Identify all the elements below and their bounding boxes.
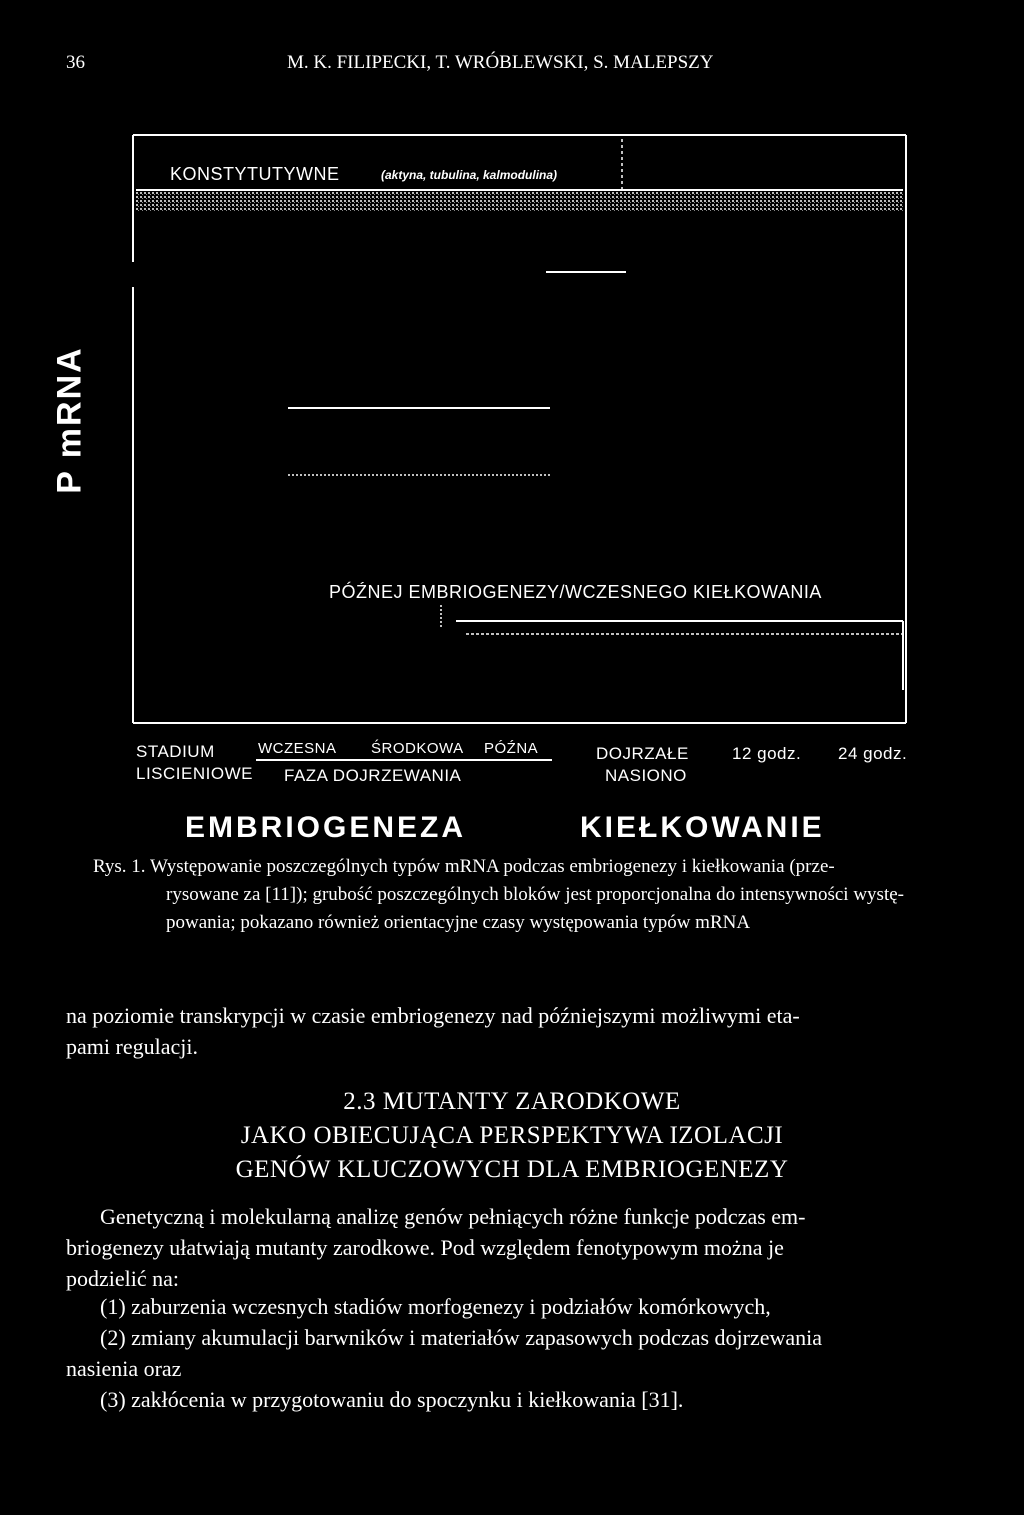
paragraph-1-line-2: pami regulacji. [66, 1034, 198, 1059]
caption-line-2: rysowane za [11]); grubość poszczególnych bloków jest proporcjonalna do intensywności wystę- [166, 884, 904, 905]
paragraph-2-line-3: podzielić na: [66, 1266, 180, 1291]
constitutive-label: KONSTYTUTYWNE [170, 164, 340, 184]
running-header-authors: M. K. FILIPECKI, T. WRÓBLEWSKI, S. MALEPSZY [287, 52, 714, 73]
stage-middle: ŚRODKOWA [371, 740, 464, 757]
time-24h: 24 godz. [838, 744, 908, 763]
caption-line-1: Rys. 1. Występowanie poszczególnych typów mRNA podczas embriogenezy i kiełkowania (prze- [93, 856, 835, 877]
mature-seed-line1: DOJRZAŁE [596, 744, 689, 763]
section-heading-line-2: JAKO OBIECUJĄCA PERSPEKTYWA IZOLACJI [240, 1122, 784, 1149]
section-germination: KIEŁKOWANIE [580, 811, 825, 844]
stage-late: PÓŹNA [484, 740, 539, 757]
figure-caption [93, 853, 945, 937]
section-embryogenesis: EMBRIOGENEZA [185, 811, 467, 844]
mature-seed-line2: NASIONO [605, 766, 687, 785]
page-number: 36 [66, 52, 85, 73]
time-12h: 12 godz. [732, 744, 802, 763]
paragraph-2-line-1: Genetyczną i molekularną analizę genów pełniących różne funkcje podczas em- [100, 1204, 806, 1229]
section-heading [0, 1085, 1024, 1187]
stage-early: WCZESNA [258, 740, 337, 757]
caption-line-3: powania; pokazano również orientacyjne czasy występowania typów mRNA [166, 912, 751, 933]
y-axis-label: P mRNA [50, 346, 89, 494]
paragraph-2-line-2: briogenezy ułatwiają mutanty zarodkowe. Pod względem fenotypowym można je [66, 1235, 784, 1260]
paragraph-1-line-1: na poziomie transkrypcji w czasie embriogenezy nad późniejszymi możliwymi eta- [66, 1003, 800, 1028]
stage-cotyledon-line2: LISCIENIOWE [136, 764, 253, 783]
section-heading-line-1: 2.3 MUTANTY ZARODKOWE [343, 1088, 681, 1115]
list-item-3: (3) zakłócenia w przygotowaniu do spoczynku i kiełkowania [31]. [100, 1387, 684, 1412]
constitutive-sublabel: (aktyna, tubulina, kalmodulina) [381, 168, 558, 182]
stage-cotyledon-line1: STADIUM [136, 742, 215, 761]
list-item-2: (2) zmiany akumulacji barwników i materiałów zapasowych podczas dojrzewania [100, 1325, 823, 1350]
maturation-phase-label: FAZA DOJRZEWANIA [284, 766, 462, 785]
list-item-1: (1) zaburzenia wczesnych stadiów morfogenezy i podziałów komórkowych, [100, 1294, 771, 1319]
list-item-2-continuation: nasienia oraz [66, 1356, 182, 1381]
paragraph-1 [66, 1000, 946, 1062]
constitutive-band [136, 190, 903, 212]
late-embryogenesis-label: PÓŹNEJ EMBRIOGENEZY/WCZESNEGO KIEŁKOWANIA [329, 582, 822, 602]
paragraph-2 [66, 1201, 946, 1294]
figure-frame [133, 135, 906, 723]
section-heading-line-3: GENÓW KLUCZOWYCH DLA EMBRIOGENEZY [235, 1156, 789, 1183]
